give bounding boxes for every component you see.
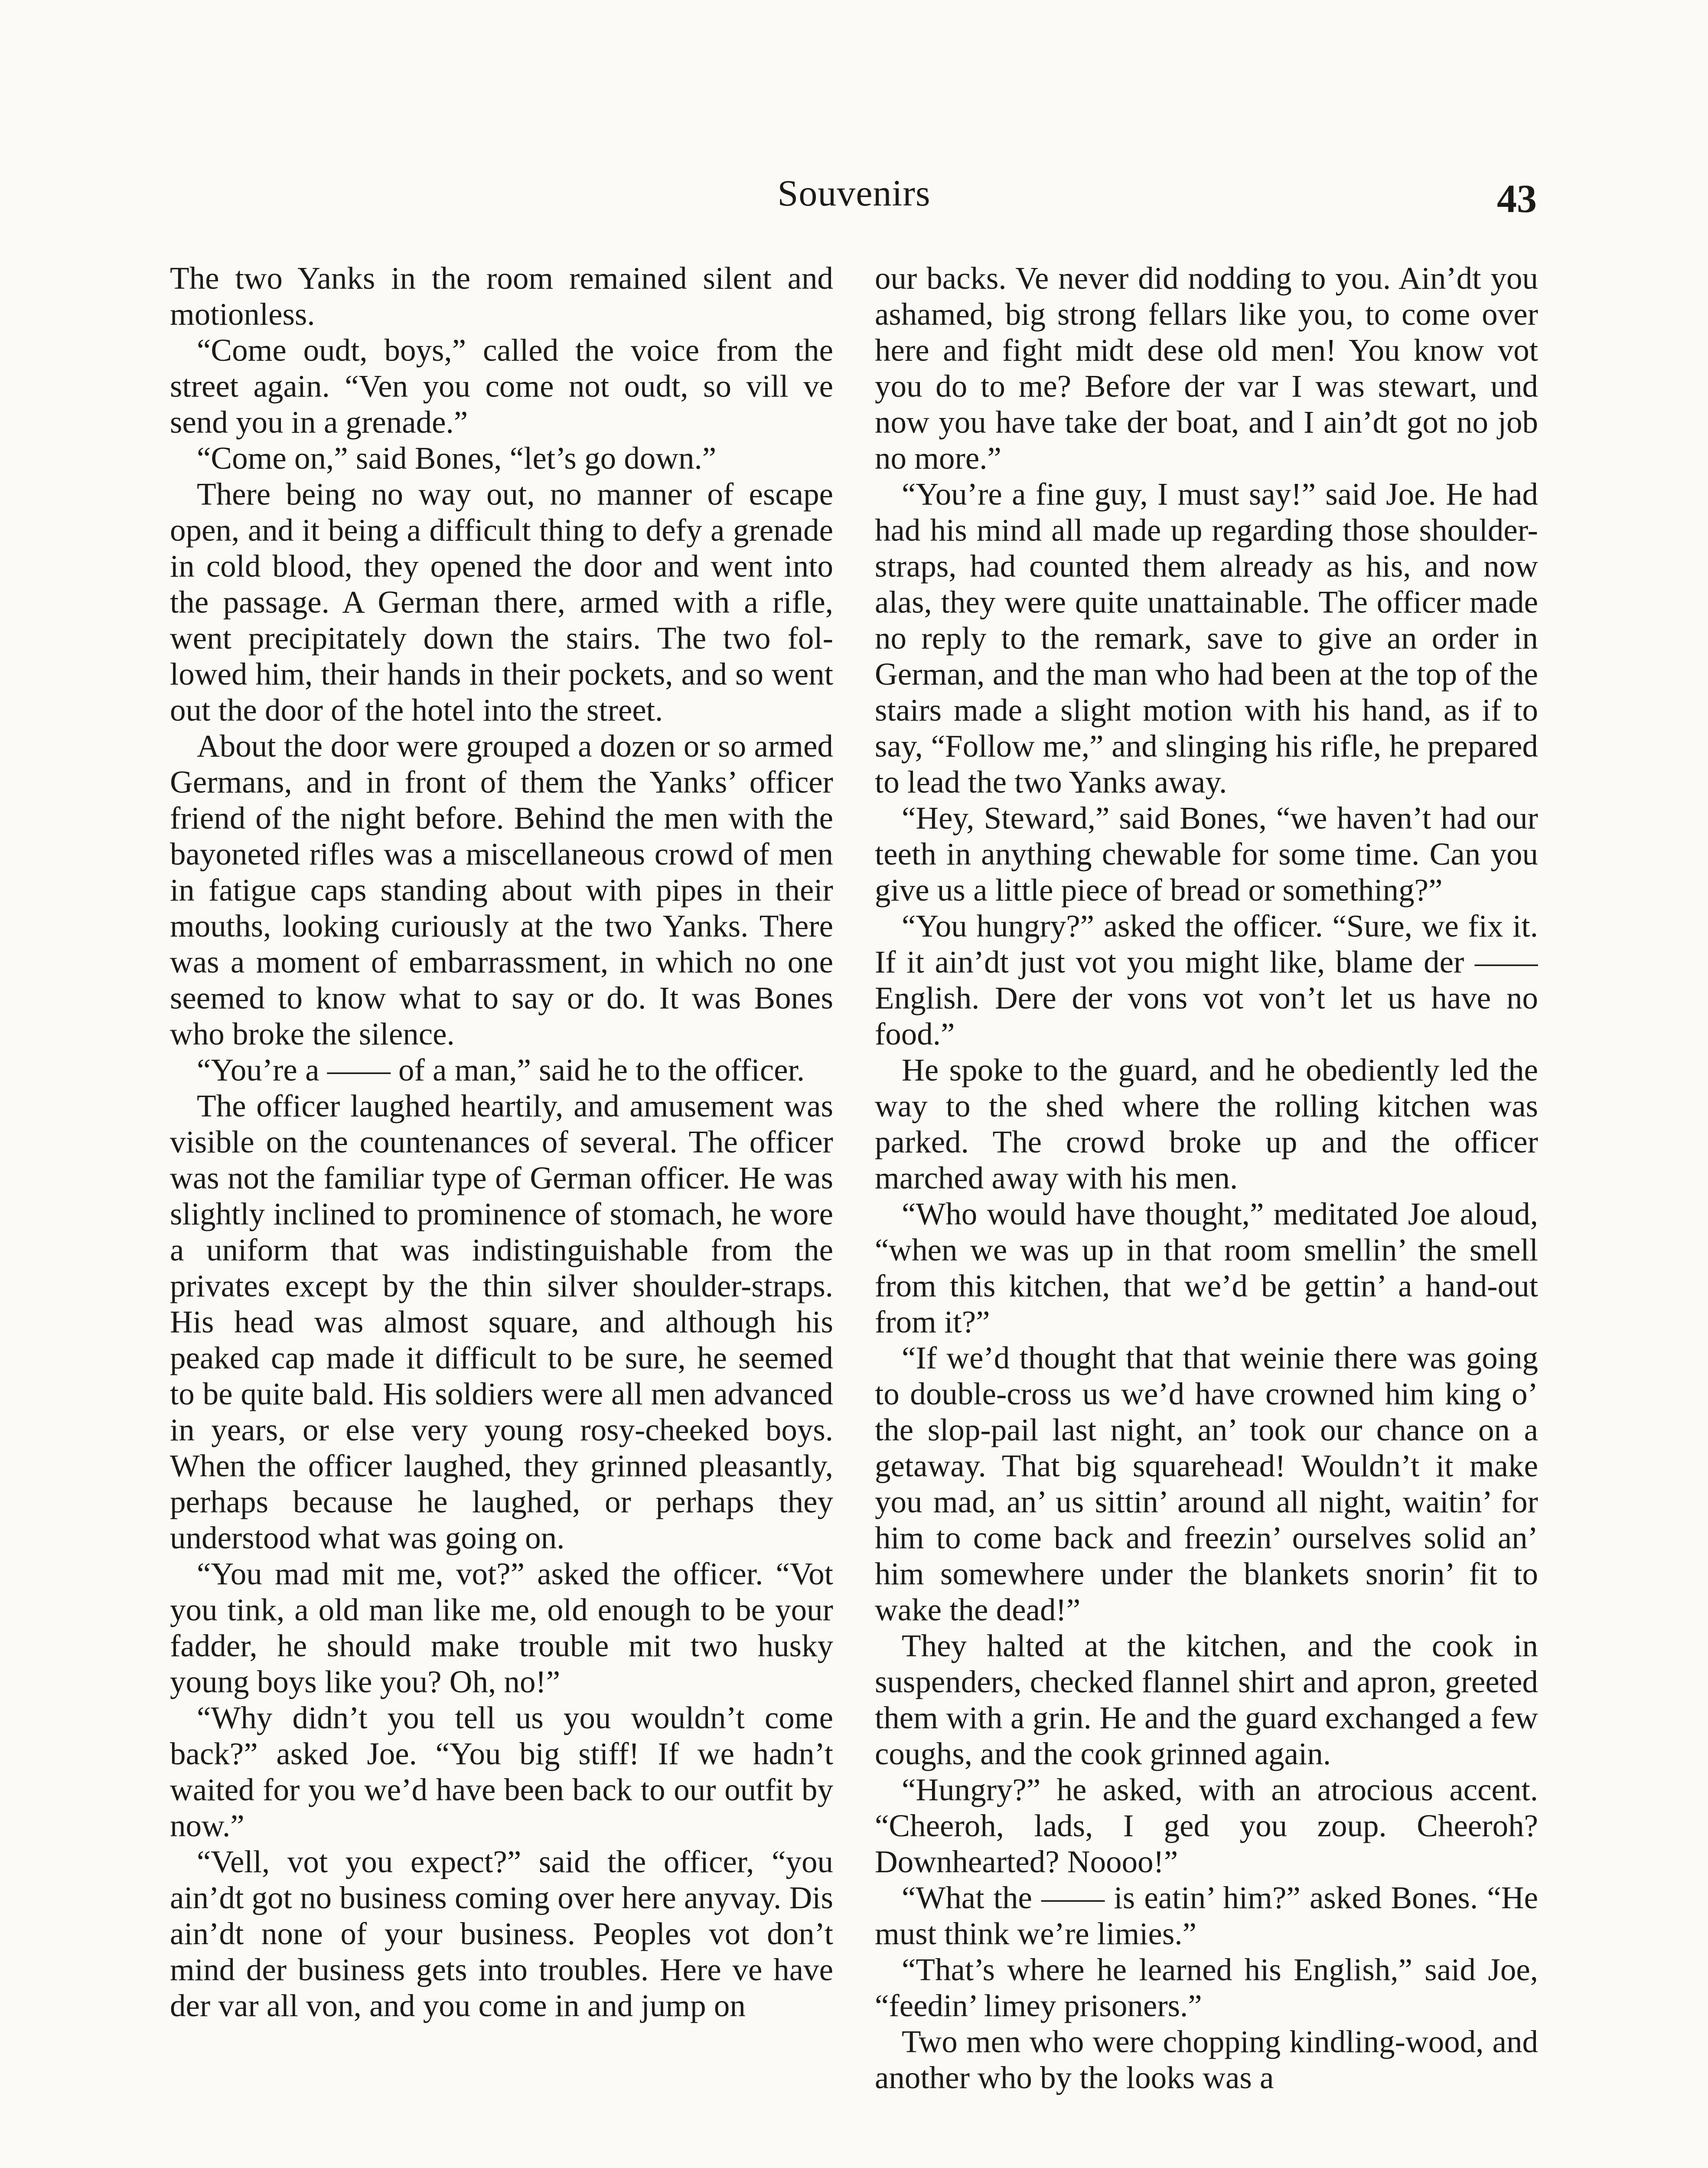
paragraph: “Hey, Steward,” said Bones, “we haven’t had our teeth in anything chewable for some time. Can you give us a little piece of bread or something?” xyxy=(875,800,1538,908)
paragraph: The officer laughed heartily, and amusement was visible on the countenances of several. The officer was not the familiar type of German officer. He was slightly inclined to prominence of stomach, he wore a uniform that was indistinguishable from the privates except by the thin silver shoulder-straps. His head was almost square, and although his peaked cap made it difficult to be sure, he seemed to be quite bald. His soldiers were all men advanced in years, or else very young rosy-cheeked boys. When the officer laughed, they grinned pleasantly, perhaps because he laughed, or perhaps they understood what was going on. xyxy=(170,1088,833,1555)
paragraph: “You hungry?” asked the officer. “Sure, we fix it. If it ain’dt just vot you might like, blame der —— English. Dere der vons vot von’t let us have no food.” xyxy=(875,908,1538,1051)
paragraph: “You’re a fine guy, I must say!” said Joe. He had had his mind all made up regarding those shoulder-straps, had counted them already as his, and now alas, they were quite unattainable. The officer made no reply to the remark, save to give an order in German, and the man who had been at the top of the stairs made a slight motion with his hand, as if to say, “Follow me,” and slinging his rifle, he prepared to lead the two Yanks away. xyxy=(875,477,1538,800)
paragraph: “What the —— is eatin’ him?” asked Bones. “He must think we’re limies.” xyxy=(875,1880,1538,1951)
paragraph: They halted at the kitchen, and the cook in suspenders, checked flannel shirt and apron, greeted them with a grin. He and the guard exchanged a few coughs, and the cook grinned again. xyxy=(875,1628,1538,1771)
running-head-title: Souvenirs xyxy=(777,172,931,214)
page-number: 43 xyxy=(1497,176,1537,221)
paragraph: About the door were grouped a dozen or so armed Germans, and in front of them the Yanks’ officer friend of the night before. Behind the men with the bayoneted rifles was a miscellaneous crowd of men in fatigue caps standing about with pipes in their mouths, looking curiously at the two Yanks. There was a moment of embarrassment, in which no one seemed to know what to say or do. It was Bones who broke the silence. xyxy=(170,728,833,1051)
paragraph: Two men who were chopping kindling-wood, and another who by the looks was a xyxy=(875,2024,1538,2095)
paragraph: “That’s where he learned his English,” said Joe, “feedin’ limey prisoners.” xyxy=(875,1952,1538,2023)
paragraph: our backs. Ve never did nodding to you. Ain’dt you ashamed, big strong fellars like you, to come over here and fight midt dese old men! You know vot you do to me? Before der var I was stewart, und now you have take der boat, and I ain’dt got no job no more.” xyxy=(875,261,1538,476)
paragraph: He spoke to the guard, and he obediently led the way to the shed where the rolling kitchen was parked. The crowd broke up and the officer marched away with his men. xyxy=(875,1052,1538,1195)
paragraph: “Hungry?” he asked, with an atrocious accent. “Cheeroh, lads, I ged you zoup. Cheeroh? Downhearted? Noooo!” xyxy=(875,1772,1538,1879)
paragraph: “You mad mit me, vot?” asked the officer. “Vot you tink, a old man like me, old enough to be your fadder, he should make trouble mit two husky young boys like you? Oh, no!” xyxy=(170,1556,833,1699)
paragraph: “Come oudt, boys,” called the voice from the street again. “Ven you come not oudt, so vill ve send you in a grenade.” xyxy=(170,333,833,440)
left-text-column xyxy=(170,260,833,2168)
paragraph: “You’re a —— of a man,” said he to the officer. xyxy=(197,1052,805,1087)
paragraph: “Vell, vot you expect?” said the officer, “you ain’dt got no business coming over here anyvay. Dis ain’dt none of your business. Peoples vot don’t mind der business gets into troubles. Here ve have der var all von, and you come in and jump on xyxy=(170,1844,833,2023)
paragraph: “Why didn’t you tell us you wouldn’t come back?” asked Joe. “You big stiff! If we hadn’t waited for you we’d have been back to our outfit by now.” xyxy=(170,1700,833,1843)
paragraph: “If we’d thought that that weinie there was going to double-cross us we’d have crowned him king o’ the slop-pail last night, an’ took our chance on a getaway. That big squarehead! Wouldn’t it make you mad, an’ us sittin’ around all night, waitin’ for him to come back and freezin’ ourselves solid an’ him somewhere under the blankets snorin’ fit to wake the dead!” xyxy=(875,1340,1538,1627)
paragraph: “Who would have thought,” meditated Joe aloud, “when we was up in that room smellin’ the smell from this kitchen, that we’d be gettin’ a hand-out from it?” xyxy=(875,1196,1538,1339)
paragraph: “Come on,” said Bones, “let’s go down.” xyxy=(197,441,717,476)
paragraph: There being no way out, no manner of escape open, and it being a difficult thing to defy a grenade in cold blood, they opened the door and went into the passage. A German there, armed with a rifle, went precipitately down the stairs. The two followed him, their hands in their pockets, and so went out the door of the hotel into the street. xyxy=(170,477,833,728)
paragraph: The two Yanks in the room remained silent and motionless. xyxy=(170,261,833,332)
right-text-column xyxy=(875,260,1538,2168)
